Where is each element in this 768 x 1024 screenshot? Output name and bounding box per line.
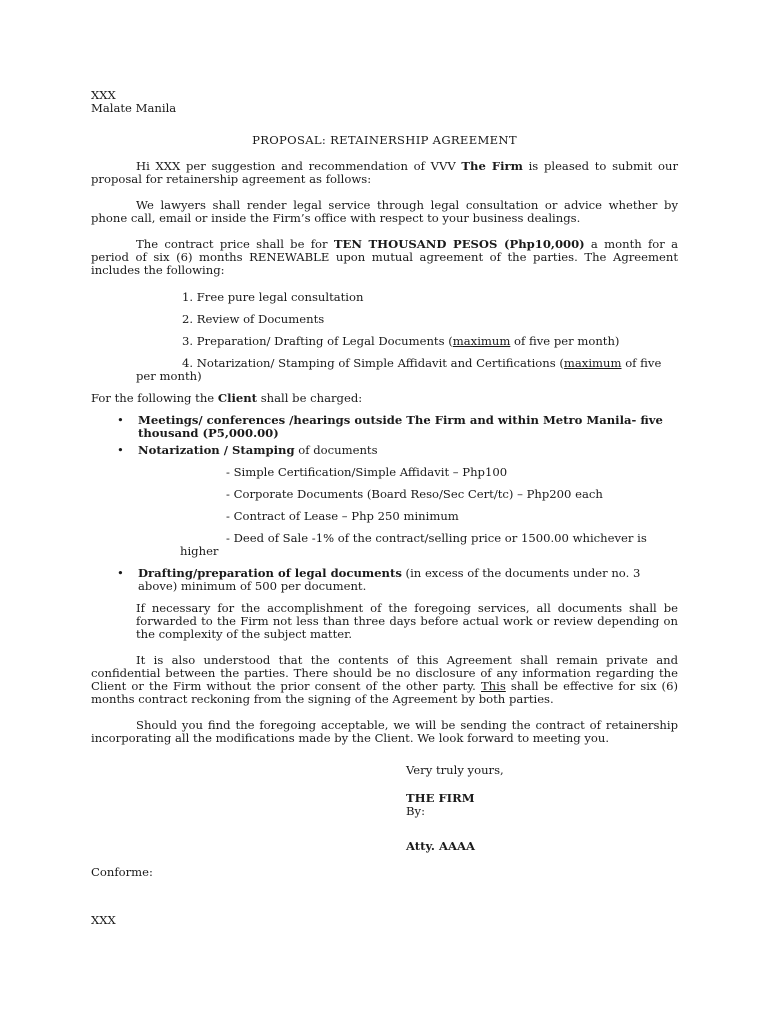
charge-item-notarization: • Notarization / Stamping of documents bbox=[117, 443, 378, 457]
addressee-name: XXX bbox=[91, 88, 116, 102]
letter-body bbox=[91, 89, 678, 927]
fee-simple-certification: - Simple Certification/Simple Affidavit – Php100 bbox=[226, 465, 508, 479]
document-title: PROPOSAL: RETAINERSHIP AGREEMENT bbox=[252, 133, 517, 147]
fee-deed-of-sale: - Deed of Sale -1% of the contract/selling price or 1500.00 whichever is higher bbox=[180, 531, 647, 558]
fee-corporate-documents: - Corporate Documents (Board Reso/Sec Cert/tc) – Php200 each bbox=[226, 487, 603, 501]
signature-attorney: Atty. AAAA bbox=[406, 839, 475, 853]
charges-list-drafting bbox=[91, 567, 678, 593]
bullet-icon: • bbox=[117, 443, 124, 457]
addressee-address: Malate Manila bbox=[91, 101, 177, 115]
closing-paragraph: Should you find the foregoing acceptable, we will be sending the contract of retainership incorporating all the modifications made by the Client. We look forward to meeting you. bbox=[91, 718, 678, 745]
complimentary-close: Very truly yours, bbox=[406, 763, 504, 777]
firm-name-bold: The Firm bbox=[461, 159, 523, 173]
intro-paragraph: Hi XXX per suggestion and recommendation of VVV The Firm is pleased to submit our proposal for retainership agreement as follows: bbox=[91, 159, 678, 186]
conforme-label: Conforme: bbox=[91, 865, 153, 879]
fee-contract-of-lease: - Contract of Lease – Php 250 minimum bbox=[226, 509, 459, 523]
charges-list bbox=[91, 414, 678, 457]
bullet-icon: • bbox=[117, 566, 124, 580]
service-paragraph: We lawyers shall render legal service through legal consultation or advice whether by phone call, email or inside the Firm’s office with respect to your business dealings. bbox=[91, 198, 678, 225]
charge-item-drafting: • Drafting/preparation of legal documents (in excess of the documents under no. 3 above) minimum of 500 per document. bbox=[117, 566, 641, 593]
inclusion-item-3: 3. Preparation/ Drafting of Legal Documents (maximum of five per month) bbox=[182, 334, 620, 348]
footer-name: XXX bbox=[91, 913, 116, 927]
contract-amount: TEN THOUSAND PESOS (Php10,000) bbox=[333, 237, 585, 251]
charges-intro: For the following the Client shall be charged: bbox=[91, 391, 363, 405]
signature-firm: THE FIRM bbox=[406, 791, 475, 805]
charge-item-meetings: • Meetings/ conferences /hearings outside The Firm and within Metro Manila- five thousand (P5,000.00) bbox=[117, 413, 663, 440]
necessary-paragraph: If necessary for the accomplishment of the foregoing services, all documents shall be forwarded to the Firm not less than three days before actual work or review depending on the complexity of the subject matter. bbox=[136, 601, 678, 641]
client-bold: Client bbox=[217, 391, 258, 405]
contract-price-paragraph: The contract price shall be for TEN THOUSAND PESOS (Php10,000) a month for a period of six (6) months RENEWABLE upon mutual agreement of the parties. The Agreement includes the following: bbox=[91, 237, 678, 277]
confidentiality-paragraph: It is also understood that the contents of this Agreement shall remain private and confidential between the parties. There should be no disclosure of any information regarding the Client or the Firm without the prior consent of the other party. This shall be effective for six (6) months contract reckoning from the signing of the Agreement by both parties. bbox=[91, 653, 678, 706]
signature-by: By: bbox=[406, 804, 425, 818]
bullet-icon: • bbox=[117, 413, 124, 427]
inclusion-item-2: 2. Review of Documents bbox=[182, 312, 325, 326]
inclusion-item-4: 4. Notarization/ Stamping of Simple Affidavit and Certifications (maximum of five per month) bbox=[136, 356, 662, 383]
inclusion-item-1: 1. Free pure legal consultation bbox=[182, 290, 364, 304]
